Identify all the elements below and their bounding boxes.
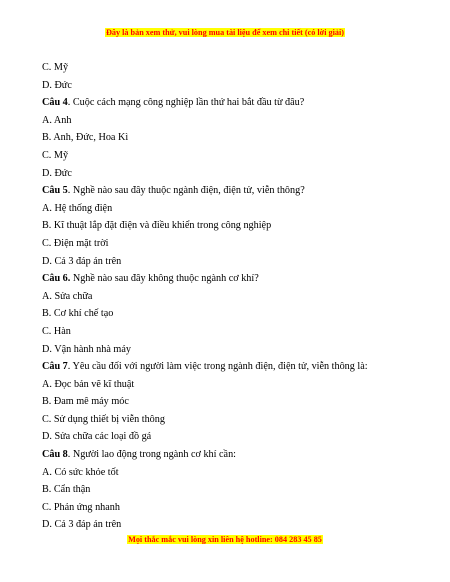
preview-notice-banner bbox=[0, 27, 450, 38]
question-number: Câu 7 bbox=[42, 361, 68, 373]
answer-option: A. Đọc bản vẽ kĩ thuật bbox=[42, 378, 135, 390]
question-text: . Cuộc cách mạng công nghiệp lần thứ hai bắt đầu từ đâu? bbox=[67, 97, 305, 109]
question-number: Câu 6. bbox=[42, 273, 71, 285]
question-text: Nghề nào sau đây không thuộc ngành cơ khí? bbox=[70, 273, 259, 285]
answer-option: A. Có sức khỏe tốt bbox=[42, 466, 119, 478]
answer-option: A. Hệ thống điện bbox=[42, 202, 113, 214]
answer-option: C. Mỹ bbox=[42, 149, 69, 161]
question-4 bbox=[42, 94, 422, 112]
answer-option: C. Phản ứng nhanh bbox=[42, 501, 120, 513]
answer-option: C. Mỹ bbox=[42, 62, 69, 73]
answer-option: D. Vận hành nhà máy bbox=[42, 343, 131, 355]
answer-option: B. Đam mê máy móc bbox=[42, 396, 129, 408]
answer-option: C. Sử dụng thiết bị viễn thông bbox=[42, 413, 165, 425]
hotline-notice-banner bbox=[0, 534, 450, 545]
question-number: Câu 5 bbox=[42, 185, 68, 197]
answer-option: D. Đức bbox=[42, 79, 72, 91]
answer-option: D. Sửa chữa các loại đồ gá bbox=[42, 431, 152, 443]
question-6 bbox=[42, 270, 422, 288]
question-text: . Người lao động trong ngành cơ khí cần: bbox=[67, 449, 236, 461]
answer-option: D. Cả 3 đáp án trên bbox=[42, 255, 122, 267]
question-text: . Yêu cầu đối với người làm việc trong ngành điện, điện tử, viễn thông là: bbox=[67, 361, 368, 373]
question-list bbox=[42, 59, 422, 534]
question-text: . Nghề nào sau đây thuộc ngành điện, điện tử, viễn thông? bbox=[67, 185, 305, 197]
question-7 bbox=[42, 358, 422, 376]
answer-option: D. Cả 3 đáp án trên bbox=[42, 519, 122, 531]
answer-option: A. Sửa chữa bbox=[42, 290, 93, 302]
answer-option: C. Điện mặt trời bbox=[42, 237, 109, 249]
question-8 bbox=[42, 446, 422, 464]
hotline-notice-text: Mọi thắc mắc vui lòng xin liên hệ hotline: 084 283 45 85 bbox=[128, 535, 322, 544]
question-number: Câu 8 bbox=[42, 449, 68, 461]
question-5 bbox=[42, 182, 422, 200]
answer-option: B. Kĩ thuật lắp đặt điện và điều khiển trong công nghiệp bbox=[42, 220, 272, 232]
question-number: Câu 4 bbox=[42, 97, 68, 109]
answer-option: B. Anh, Đức, Hoa Kì bbox=[42, 132, 129, 144]
answer-option: D. Đức bbox=[42, 167, 72, 179]
answer-option: A. Anh bbox=[42, 114, 72, 126]
answer-option: C. Hàn bbox=[42, 325, 71, 337]
answer-option: B. Cẩn thận bbox=[42, 484, 91, 496]
preview-notice-text: Đây là bản xem thử, vui lòng mua tài liệu để xem chi tiết (có lời giải) bbox=[105, 28, 344, 37]
answer-option: B. Cơ khí chế tạo bbox=[42, 308, 114, 320]
